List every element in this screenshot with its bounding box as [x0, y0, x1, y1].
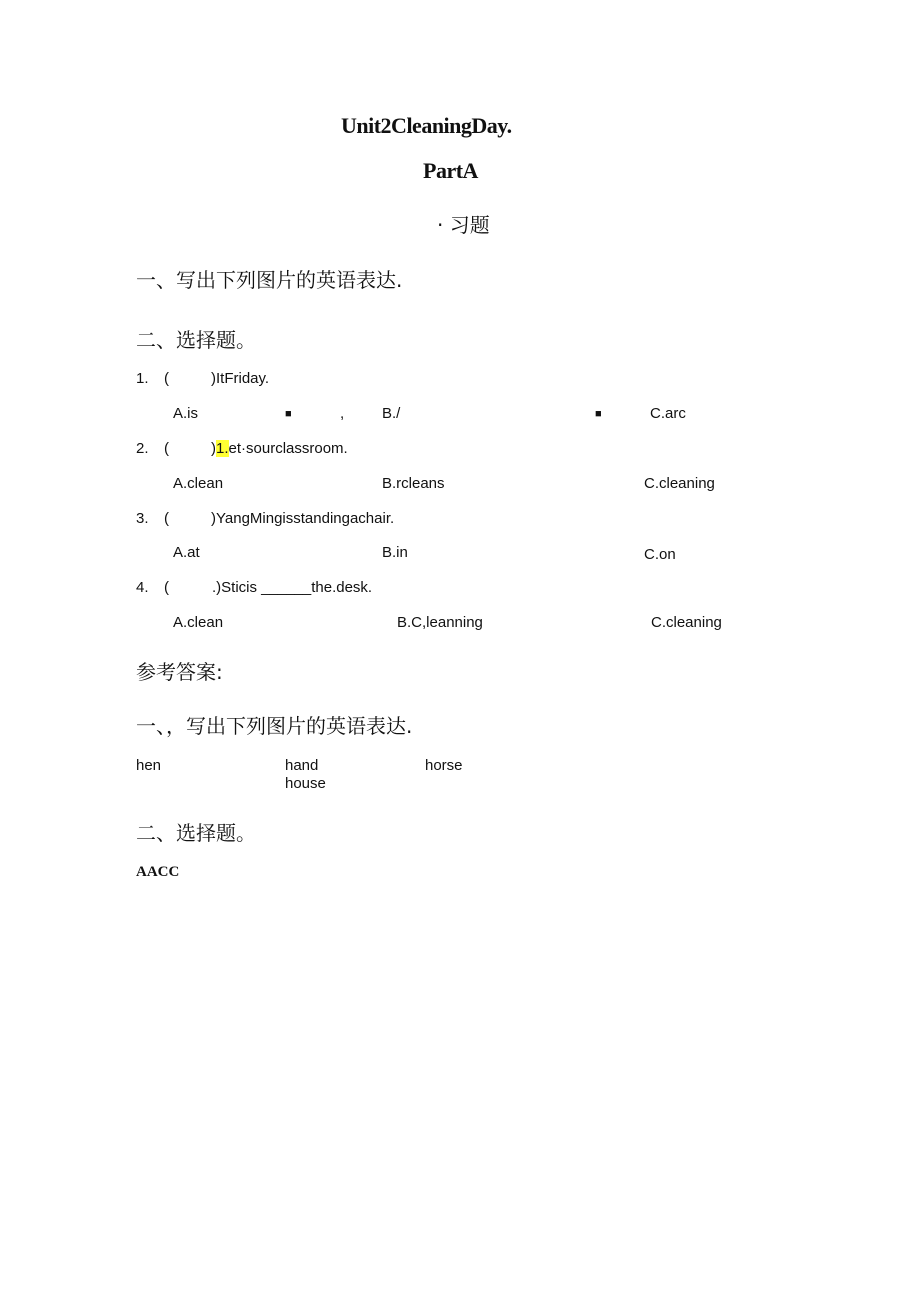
- question-2-paren: (: [164, 440, 169, 457]
- section-1-heading: 一、写出下列图片的英语表达.: [136, 268, 403, 292]
- question-3-number: 3.: [136, 510, 149, 527]
- question-2-highlight: 1.: [216, 440, 229, 457]
- exercise-subtitle: · 习题: [437, 213, 490, 237]
- question-1-option-b: B./: [382, 405, 401, 422]
- question-1-option-c: C.arc: [650, 405, 686, 422]
- question-2-option-b: B.rcleans: [382, 475, 445, 492]
- question-4-stem: .)Sticis ______the.desk.: [212, 579, 373, 596]
- answer-word-hand: hand: [285, 757, 319, 774]
- question-2-option-c: C.cleaning: [644, 475, 715, 492]
- answers-section-2-heading: 二、选择题。: [136, 821, 256, 845]
- question-2-stem-close: ): [211, 440, 216, 457]
- question-2-stem: [211, 440, 348, 457]
- choice-answers: AACC: [136, 864, 180, 880]
- question-1-paren: (: [164, 370, 169, 387]
- answers-section-1-heading: 一、，写出下列图片的英语表达.: [136, 714, 413, 738]
- question-1-mark-2: ■: [595, 408, 602, 420]
- question-1-comma: ,: [340, 405, 345, 422]
- answer-word-hen: hen: [136, 757, 162, 774]
- part-title: PartA: [423, 158, 478, 183]
- question-1-mark-1: ■: [285, 408, 292, 420]
- question-4-option-c: C.cleaning: [651, 614, 722, 631]
- answer-word-house: house: [285, 775, 326, 792]
- question-4-paren: (: [164, 579, 169, 596]
- section-2-heading: 二、选择题。: [136, 328, 256, 352]
- question-2-stem-rest: et·sourclassroom.: [228, 440, 348, 457]
- question-3-option-c: C.on: [644, 546, 676, 563]
- question-3-option-b: B.in: [382, 544, 408, 561]
- question-4-option-b: B.C,leanning: [397, 614, 483, 631]
- question-3-option-a: A.at: [173, 544, 200, 561]
- question-4-number: 4.: [136, 579, 149, 596]
- answer-word-horse: horse: [425, 757, 463, 774]
- question-3-stem: )YangMingisstandingachair.: [211, 510, 395, 527]
- question-1-stem: )ItFriday.: [211, 370, 270, 387]
- question-1-number: 1.: [136, 370, 149, 387]
- question-4-option-a: A.clean: [173, 614, 224, 631]
- page-title: Unit2CleaningDay.: [341, 113, 512, 138]
- answers-heading: 参考答案:: [136, 660, 223, 684]
- question-3-paren: (: [164, 510, 169, 527]
- question-2-number: 2.: [136, 440, 149, 457]
- question-1-option-a: A.is: [173, 405, 199, 422]
- question-2-option-a: A.clean: [173, 475, 224, 492]
